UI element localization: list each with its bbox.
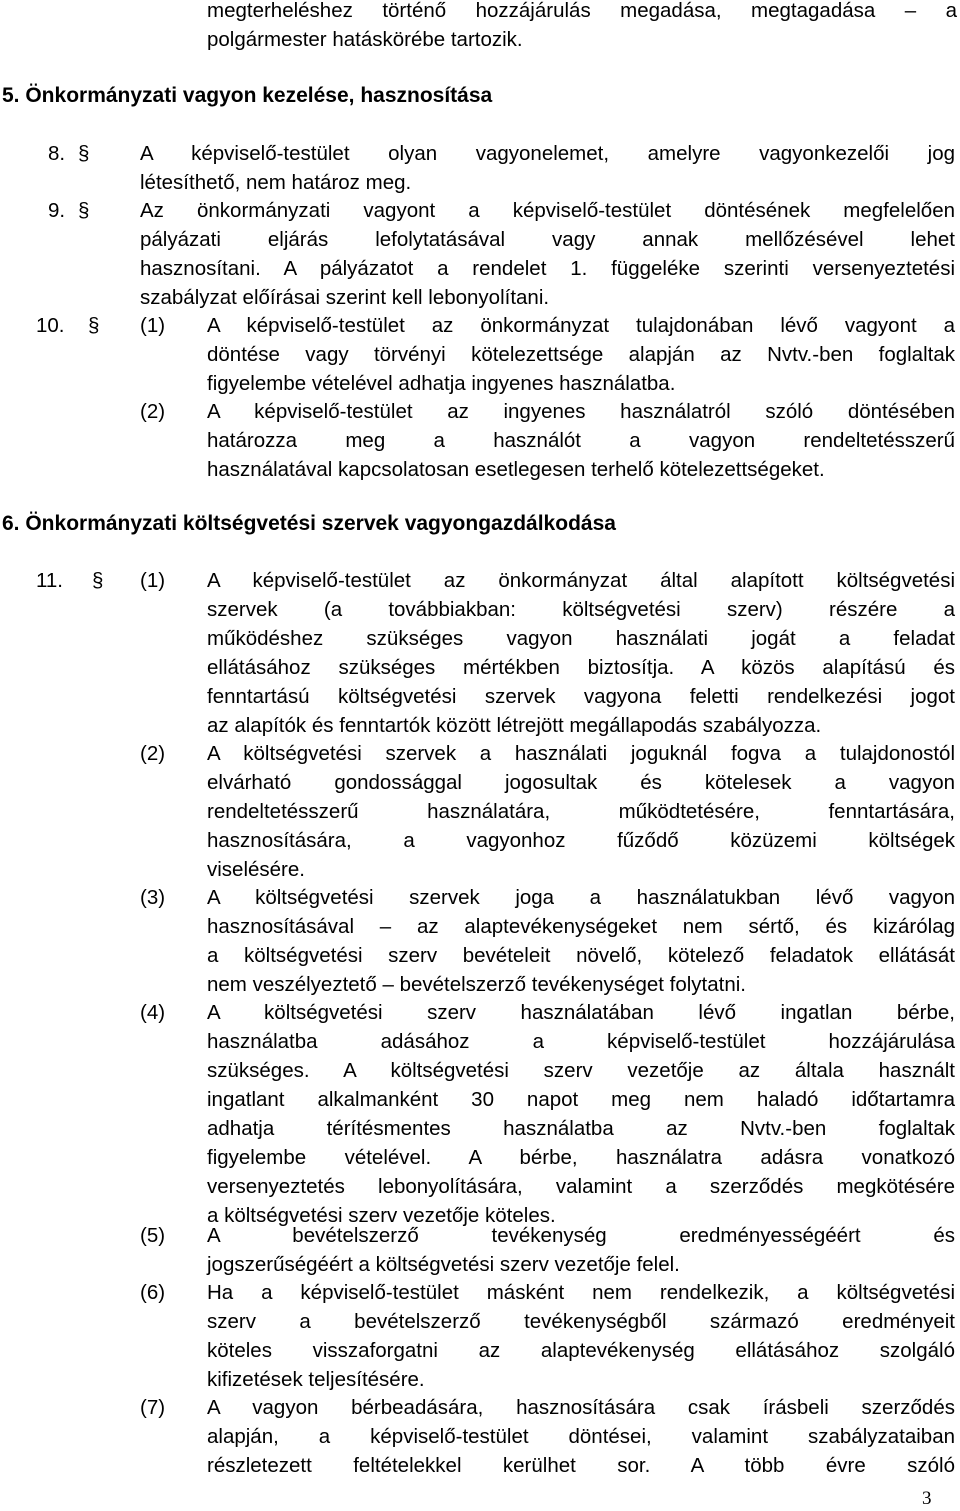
- body-text-line: Ha a képviselő-testület másként nem rendelkezik, a költségvetési: [207, 1281, 955, 1304]
- body-text-line: A képviselő-testület olyan vagyonelemet, amelyre vagyonkezelői jog: [140, 142, 955, 165]
- body-text-line: a költségvetési szerv bevételeit növelő, kötelező feladatok ellátását: [207, 944, 955, 967]
- body-text-line: határozza meg a használót a vagyon rendeltetésszerű: [207, 429, 955, 452]
- body-text-line: A költségvetési szerv használatában lévő ingatlan bérbe,: [207, 1001, 955, 1024]
- body-text-line: A képviselő-testület az önkormányzat által alapított költségvetési: [207, 569, 955, 592]
- subsection-number: (2): [140, 400, 166, 423]
- subsection-number: (1): [140, 314, 166, 337]
- section-sign-icon: §: [78, 142, 90, 165]
- body-text-line: szabályzat előírásai szerint kell lebonyolítani.: [140, 286, 550, 309]
- body-text-line: szervek (a továbbiakban: költségvetési szerv) részére a: [207, 598, 955, 621]
- section-sign-icon: §: [92, 569, 104, 592]
- body-text-line: adhatja térítésmentes használatba az Nvtv.-ben foglaltak: [207, 1117, 955, 1140]
- body-text-line: létesíthető, nem határoz meg.: [140, 171, 412, 194]
- subsection-number: (4): [140, 1001, 166, 1024]
- body-text-line: A képviselő-testület az ingyenes használatról szóló döntésében: [207, 400, 955, 423]
- body-text-line: jogszerűségéért a költségvetési szerv vezetője felel.: [207, 1253, 680, 1276]
- body-text-line: a költségvetési szerv vezetője köteles.: [207, 1204, 556, 1227]
- body-text-line: viselésére.: [207, 858, 305, 881]
- body-text-line: ellátásához szükséges mértékben biztosítja. A közös alapítású és: [207, 656, 955, 679]
- subsection-number: (3): [140, 886, 166, 909]
- body-text-line: szükséges. A költségvetési szerv vezetője az általa használt: [207, 1059, 955, 1082]
- body-text-line: A költségvetési szervek joga a használatukban lévő vagyon: [207, 886, 955, 909]
- body-text-line: használatba adásához a képviselő-testület hozzájárulása: [207, 1030, 955, 1053]
- body-text-line: szerv a bevételszerző tevékenységből származó eredményeit: [207, 1310, 955, 1333]
- body-text-line: részletezett feltételekkel kerülhet sor. A több évre szóló: [207, 1454, 955, 1477]
- body-text-line: rendeltetésszerű használatára, működtetésére, fenntartására,: [207, 800, 955, 823]
- body-text-line: hasznosítani. A pályázatot a rendelet 1. függeléke szerinti versenyeztetési: [140, 257, 955, 280]
- section-heading: 5. Önkormányzati vagyon kezelése, hasznosítása: [2, 84, 493, 107]
- body-text-line: működéshez szükséges vagyon használati jogát a feladat: [207, 627, 955, 650]
- subsection-number: (5): [140, 1224, 166, 1247]
- body-text-line: A költségvetési szervek a használati joguknál fogva a tulajdonostól: [207, 742, 955, 765]
- body-text-line: megterheléshez történő hozzájárulás megadása, megtagadása – a: [207, 0, 957, 22]
- body-text-line: köteles visszaforgatni az alaptevékenység ellátásához szolgáló: [207, 1339, 955, 1362]
- section-sign-icon: §: [78, 199, 90, 222]
- body-text-line: A vagyon bérbeadására, hasznosítására csak írásbeli szerződés: [207, 1396, 955, 1419]
- subsection-number: (7): [140, 1396, 166, 1419]
- body-text-line: pályázati eljárás lefolytatásával vagy annak mellőzésével lehet: [140, 228, 955, 251]
- body-text-line: az alapítók és fenntartók között létrejött megállapodás szabályozza.: [207, 714, 822, 737]
- paragraph-number: 11.: [36, 569, 63, 592]
- body-text-line: figyelembe vételével. A bérbe, használatra adásra vonatkozó: [207, 1146, 955, 1169]
- body-text-line: A képviselő-testület az önkormányzat tulajdonában lévő vagyont a: [207, 314, 955, 337]
- subsection-number: (6): [140, 1281, 166, 1304]
- body-text-line: kifizetések teljesítésére.: [207, 1368, 425, 1391]
- section-heading: 6. Önkormányzati költségvetési szervek vagyongazdálkodása: [2, 512, 616, 535]
- body-text-line: alapján, a képviselő-testület döntései, valamint szabályzataiban: [207, 1425, 955, 1448]
- body-text-line: fenntartású költségvetési szervek vagyona feletti rendelkezési jogot: [207, 685, 955, 708]
- body-text-line: használatával kapcsolatosan esetlegesen terhelő kötelezettségeket.: [207, 458, 825, 481]
- subsection-number: (2): [140, 742, 166, 765]
- body-text-line: döntése vagy törvényi kötelezettsége alapján az Nvtv.-ben foglaltak: [207, 343, 955, 366]
- page-number: 3: [922, 1488, 932, 1509]
- paragraph-number: 9.: [48, 199, 66, 222]
- body-text-line: polgármester hatáskörébe tartozik.: [207, 28, 523, 51]
- body-text-line: figyelembe vételével adhatja ingyenes használatba.: [207, 372, 676, 395]
- body-text-line: ingatlant alkalmanként 30 napot meg nem haladó időtartamra: [207, 1088, 955, 1111]
- subsection-number: (1): [140, 569, 166, 592]
- body-text-line: A bevételszerző tevékenység eredményességéért és: [207, 1224, 955, 1247]
- body-text-line: Az önkormányzati vagyont a képviselő-testület döntésének megfelelően: [140, 199, 955, 222]
- body-text-line: nem veszélyeztető – bevételszerző tevékenységet folytatni.: [207, 973, 746, 996]
- paragraph-number: 10.: [36, 314, 65, 337]
- body-text-line: hasznosítására, a vagyonhoz fűződő közüzemi költségek: [207, 829, 955, 852]
- section-sign-icon: §: [88, 314, 100, 337]
- body-text-line: elvárható gondossággal jogosultak és kötelesek a vagyon: [207, 771, 955, 794]
- paragraph-number: 8.: [48, 142, 66, 165]
- body-text-line: hasznosításával – az alaptevékenységeket nem sértő, és kizárólag: [207, 915, 955, 938]
- body-text-line: versenyeztetés lebonyolítására, valamint a szerződés megkötésére: [207, 1175, 955, 1198]
